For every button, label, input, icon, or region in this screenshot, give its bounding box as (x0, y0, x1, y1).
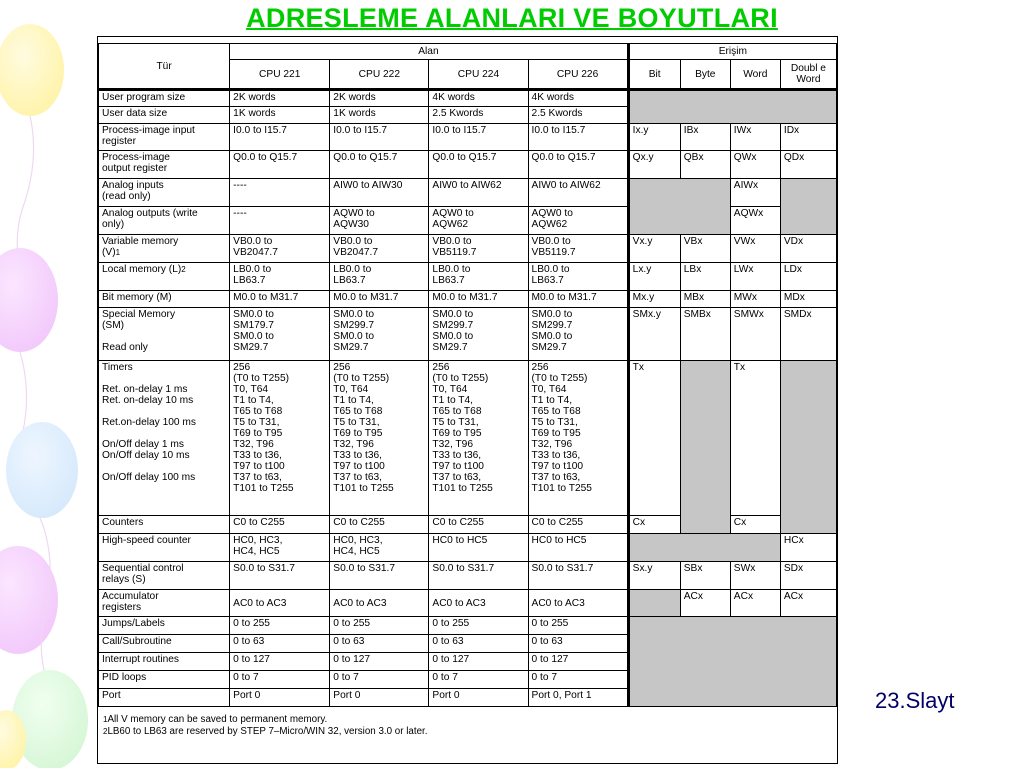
cell: Ix.y (628, 124, 680, 151)
header-byte: Byte (680, 60, 730, 90)
header-bit: Bit (628, 60, 680, 90)
cell: IBx (680, 124, 730, 151)
cell: ---- (230, 179, 330, 207)
cell: HC0 to HC5 (528, 534, 628, 562)
row-label: Special Memory (SM) Read only (99, 308, 230, 361)
header-cpu-222: CPU 222 (330, 60, 429, 90)
row-label: Process-image output register (99, 151, 230, 179)
cell: 0 to 7 (429, 671, 528, 689)
cell: 0 to 63 (429, 635, 528, 653)
cell: C0 to C255 (230, 516, 330, 534)
cell: M0.0 to M31.7 (528, 291, 628, 308)
cell: M0.0 to M31.7 (330, 291, 429, 308)
shaded-cell (628, 617, 836, 707)
cell: VB0.0 to VB2047.7 (230, 235, 330, 263)
cell: I0.0 to I15.7 (330, 124, 429, 151)
row-label (99, 235, 230, 263)
cell: Tx (730, 361, 780, 516)
cell: HCx (780, 534, 836, 562)
table-row (99, 534, 837, 562)
table-row (99, 617, 837, 635)
cell: Port 0 (330, 689, 429, 707)
header-word: Word (730, 60, 780, 90)
cell: 0 to 255 (230, 617, 330, 635)
cell: AQW0 to AQW62 (429, 207, 528, 235)
row-label: High-speed counter (99, 534, 230, 562)
footnote-mark: 2 (103, 727, 108, 736)
cell: SM0.0 to SM179.7 SM0.0 to SM29.7 (230, 308, 330, 361)
header-cpu-221: CPU 221 (230, 60, 330, 90)
cell: VB0.0 to VB5119.7 (528, 235, 628, 263)
cell: Q0.0 to Q15.7 (429, 151, 528, 179)
cell: 0 to 255 (429, 617, 528, 635)
cell: 2.5 Kwords (429, 107, 528, 124)
cell: Vx.y (628, 235, 680, 263)
table-row (99, 90, 837, 107)
footnote-2 (103, 726, 427, 738)
cell: 0 to 7 (528, 671, 628, 689)
shaded-cell (628, 534, 780, 562)
table-row (99, 235, 837, 263)
cell: Qx.y (628, 151, 680, 179)
slide-title: ADRESLEME ALANLARI VE BOYUTLARI (246, 3, 778, 33)
row-label: Accumulator registers (99, 590, 230, 617)
cell: AIW0 to AIW62 (528, 179, 628, 207)
cell: MBx (680, 291, 730, 308)
cell: QBx (680, 151, 730, 179)
footnote-ref: 1 (115, 248, 121, 257)
cell: M0.0 to M31.7 (429, 291, 528, 308)
cell: LBx (680, 263, 730, 291)
cell: Cx (730, 516, 780, 534)
cell: HC0, HC3, HC4, HC5 (230, 534, 330, 562)
cell: AC0 to AC3 (429, 590, 528, 617)
cell: AC0 to AC3 (330, 590, 429, 617)
cell: LB0.0 to LB63.7 (330, 263, 429, 291)
slide-number: 23.Slayt (875, 688, 955, 713)
cell: AQW0 to AQW62 (528, 207, 628, 235)
cell: SMWx (730, 308, 780, 361)
cell: AC0 to AC3 (230, 590, 330, 617)
cell: 0 to 127 (429, 653, 528, 671)
addressing-table-sheet (97, 36, 838, 764)
cell: S0.0 to S31.7 (429, 562, 528, 590)
table-row (99, 124, 837, 151)
row-label: Bit memory (M) (99, 291, 230, 308)
cell: IWx (730, 124, 780, 151)
cell: SMDx (780, 308, 836, 361)
cell: VDx (780, 235, 836, 263)
cell: 0 to 7 (330, 671, 429, 689)
cell: MDx (780, 291, 836, 308)
table-row (99, 562, 837, 590)
footnote-1 (103, 714, 427, 726)
table-row (99, 308, 837, 361)
row-label: Counters (99, 516, 230, 534)
cell: AQWx (730, 207, 780, 235)
cell: Q0.0 to Q15.7 (528, 151, 628, 179)
header-area: Alan (230, 44, 629, 60)
cell: SBx (680, 562, 730, 590)
cell: AIW0 to AIW62 (429, 179, 528, 207)
cell: Mx.y (628, 291, 680, 308)
cell: VB0.0 to VB2047.7 (330, 235, 429, 263)
cell: SWx (730, 562, 780, 590)
cell: QDx (780, 151, 836, 179)
cell: 256 (T0 to T255) T0, T64 T1 to T4, T65 to T68 T5 to T31, T69 to T95 T32, T96 T33 to t36, T97 to t100 T37 to t63, T101 to T255 (528, 361, 628, 516)
table-row (99, 291, 837, 308)
cell: Q0.0 to Q15.7 (330, 151, 429, 179)
row-label: PID loops (99, 671, 230, 689)
header-cpu-224: CPU 224 (429, 60, 528, 90)
cell: S0.0 to S31.7 (230, 562, 330, 590)
row-label: Sequential control relays (S) (99, 562, 230, 590)
row-label: Port (99, 689, 230, 707)
cell: Port 0 (429, 689, 528, 707)
cell: LB0.0 to LB63.7 (528, 263, 628, 291)
cell: SDx (780, 562, 836, 590)
cell: ---- (230, 207, 330, 235)
cell: 256 (T0 to T255) T0, T64 T1 to T4, T65 to T68 T5 to T31, T69 to T95 T32, T96 T33 to t36, T97 to t100 T37 to t63, T101 to T255 (330, 361, 429, 516)
table-row (99, 179, 837, 207)
cell: IDx (780, 124, 836, 151)
cell: VB0.0 to VB5119.7 (429, 235, 528, 263)
row-label: Process-image input register (99, 124, 230, 151)
row-label: User data size (99, 107, 230, 124)
row-label: User program size (99, 90, 230, 107)
table-row (99, 263, 837, 291)
row-label: Timers Ret. on-delay 1 ms Ret. on-delay 10 ms Ret.on-delay 100 ms On/Off delay 1 ms On/Off delay 10 ms On/Off delay 100 ms (99, 361, 230, 516)
cell: SM0.0 to SM299.7 SM0.0 to SM29.7 (528, 308, 628, 361)
shaded-cell (680, 361, 730, 534)
cell: ACx (730, 590, 780, 617)
cell: S0.0 to S31.7 (330, 562, 429, 590)
footnote-ref: 2 (181, 265, 186, 274)
footnote-mark: 1 (103, 715, 108, 724)
header-type: Tür (99, 44, 230, 90)
cell: 256 (T0 to T255) T0, T64 T1 to T4, T65 to T68 T5 to T31, T69 to T95 T32, T96 T33 to t36, T97 to t100 T37 to t63, T101 to T255 (230, 361, 330, 516)
row-label-text: Local memory (L) (102, 264, 182, 275)
cell: VWx (730, 235, 780, 263)
cell: 2K words (330, 90, 429, 107)
cell: 2K words (230, 90, 330, 107)
addressing-table (98, 43, 837, 707)
row-label: Interrupt routines (99, 653, 230, 671)
cell: SM0.0 to SM299.7 SM0.0 to SM29.7 (429, 308, 528, 361)
cell: AIW0 to AIW30 (330, 179, 429, 207)
cell: 1K words (330, 107, 429, 124)
cell: LB0.0 to LB63.7 (429, 263, 528, 291)
balloon-decoration (0, 0, 100, 768)
cell: LDx (780, 263, 836, 291)
row-label: Analog outputs (write only) (99, 207, 230, 235)
row-label (99, 263, 230, 291)
cell: Port 0, Port 1 (528, 689, 628, 707)
table-row (99, 590, 837, 617)
footnote-text: LB60 to LB63 are reserved by STEP 7–Micro/WIN 32, version 3.0 or later. (107, 726, 428, 737)
cell: C0 to C255 (429, 516, 528, 534)
cell: ACx (680, 590, 730, 617)
cell: MWx (730, 291, 780, 308)
cell: Lx.y (628, 263, 680, 291)
cell: 256 (T0 to T255) T0, T64 T1 to T4, T65 to T68 T5 to T31, T69 to T95 T32, T96 T33 to t36, T97 to t100 T37 to t63, T101 to T255 (429, 361, 528, 516)
cell: Q0.0 to Q15.7 (230, 151, 330, 179)
header-double-word: Doubl e Word (780, 60, 836, 90)
header-cpu-226: CPU 226 (528, 60, 628, 90)
cell: SMBx (680, 308, 730, 361)
cell: VBx (680, 235, 730, 263)
cell: LB0.0 to LB63.7 (230, 263, 330, 291)
cell: 1K words (230, 107, 330, 124)
row-label: Analog inputs (read only) (99, 179, 230, 207)
row-label: Jumps/Labels (99, 617, 230, 635)
cell: C0 to C255 (330, 516, 429, 534)
cell: I0.0 to I15.7 (230, 124, 330, 151)
row-label-text: Variable memory (V) (102, 236, 179, 258)
cell: AIWx (730, 179, 780, 207)
cell: Port 0 (230, 689, 330, 707)
cell: 0 to 63 (330, 635, 429, 653)
cell: 0 to 127 (330, 653, 429, 671)
cell: QWx (730, 151, 780, 179)
cell: AC0 to AC3 (528, 590, 628, 617)
table-row (99, 151, 837, 179)
cell: 0 to 63 (528, 635, 628, 653)
cell: 0 to 255 (330, 617, 429, 635)
cell: S0.0 to S31.7 (528, 562, 628, 590)
table-row (99, 361, 837, 516)
cell: HC0 to HC5 (429, 534, 528, 562)
cell: HC0, HC3, HC4, HC5 (330, 534, 429, 562)
cell: 4K words (429, 90, 528, 107)
footnotes (103, 714, 427, 738)
shaded-cell (628, 179, 730, 235)
cell: AQW0 to AQW30 (330, 207, 429, 235)
shaded-cell (780, 179, 836, 235)
cell: Sx.y (628, 562, 680, 590)
footnote-text: All V memory can be saved to permanent memory. (107, 714, 328, 725)
cell: M0.0 to M31.7 (230, 291, 330, 308)
cell: Cx (628, 516, 680, 534)
cell: I0.0 to I15.7 (528, 124, 628, 151)
cell: 0 to 7 (230, 671, 330, 689)
cell: 2.5 Kwords (528, 107, 628, 124)
cell: 4K words (528, 90, 628, 107)
cell: SM0.0 to SM299.7 SM0.0 to SM29.7 (330, 308, 429, 361)
cell: 0 to 127 (230, 653, 330, 671)
cell: I0.0 to I15.7 (429, 124, 528, 151)
header-access: Erişim (628, 44, 836, 60)
cell: Tx (628, 361, 680, 516)
cell: 0 to 127 (528, 653, 628, 671)
row-label: Call/Subroutine (99, 635, 230, 653)
cell: SMx.y (628, 308, 680, 361)
shaded-cell (628, 90, 836, 124)
cell: ACx (780, 590, 836, 617)
cell: C0 to C255 (528, 516, 628, 534)
cell: 0 to 63 (230, 635, 330, 653)
cell: LWx (730, 263, 780, 291)
shaded-cell (780, 361, 836, 534)
shaded-cell (628, 590, 680, 617)
cell: 0 to 255 (528, 617, 628, 635)
